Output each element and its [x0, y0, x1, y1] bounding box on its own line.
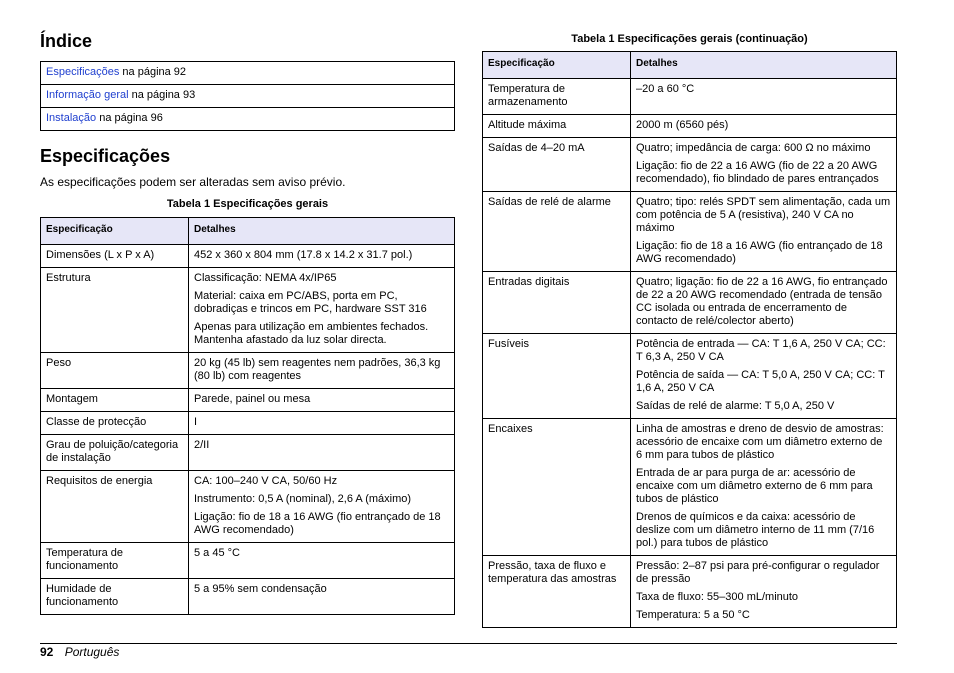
spec-name-cell: Fusíveis — [483, 334, 631, 419]
detail-line: Saídas de relé de alarme: T 5,0 A, 250 V — [636, 400, 835, 412]
index-link[interactable]: Especificações — [46, 66, 120, 78]
detail-line: Ligação: fio de 22 a 16 AWG (fio de 22 a 20 AWG recomendado), fio blindado de pares entrançados — [636, 160, 879, 185]
index-page-ref: na página 96 — [96, 112, 163, 124]
spec-details-cell — [631, 138, 897, 192]
header-details: Detalhes — [631, 52, 897, 79]
spec-details-cell — [631, 115, 897, 138]
header-spec: Especificação — [41, 218, 189, 245]
index-page-ref: na página 93 — [128, 89, 196, 101]
index-table — [40, 61, 455, 131]
index-title: Índice — [40, 31, 93, 51]
table-row — [483, 334, 897, 419]
detail-line: Entrada de ar para purga de ar: acessório de encaixe com um diâmetro externo de 6 mm para tubos de plástico — [636, 467, 873, 505]
spec-details-cell — [189, 543, 455, 579]
spec-details-cell — [631, 419, 897, 556]
spec-details-cell — [631, 334, 897, 419]
detail-line: Material: caixa em PC/ABS, porta em PC, dobradiças e trincos em PC, hardware SST 316 — [194, 290, 427, 315]
spec-name-cell: Saídas de relé de alarme — [483, 192, 631, 272]
detail-line: Potência de entrada — CA: T 1,6 A, 250 V CA; CC: T 6,3 A, 250 V CA — [636, 338, 886, 363]
spec-name-cell: Estrutura — [41, 268, 189, 353]
index-link[interactable]: Informação geral — [46, 89, 129, 101]
table-row — [41, 268, 455, 353]
index-cell — [41, 85, 455, 108]
footer-rule — [40, 643, 897, 644]
page-footer — [40, 645, 119, 659]
spec-name-cell: Grau de poluição/categoria de instalação — [41, 435, 189, 471]
index-entry — [41, 85, 455, 108]
detail-line: Ligação: fio de 18 a 16 AWG (fio entrançado de 18 AWG recomendado) — [194, 511, 441, 536]
table-row — [41, 412, 455, 435]
spec-table — [40, 217, 455, 615]
index-entry — [41, 108, 455, 131]
detail-line: Temperatura: 5 a 50 °C — [636, 609, 750, 621]
table-row — [41, 435, 455, 471]
detail-line: –20 a 60 °C — [636, 83, 695, 95]
table-row — [41, 353, 455, 389]
table-caption-continued: Tabela 1 Especificações gerais (continuação) — [571, 33, 808, 45]
detail-line: 2/II — [194, 439, 210, 451]
header-spec: Especificação — [483, 52, 631, 79]
detail-line: Ligação: fio de 18 a 16 AWG (fio entrançado de 18 AWG recomendado) — [636, 240, 883, 265]
detail-line: Quatro; ligação: fio de 22 a 16 AWG, fio entrançado de 22 a 20 AWG recomendado (entrada de tensão CC isolada ou entrada de encerramento de contacto de relé/colector aberto) — [636, 276, 888, 327]
spec-name-cell: Humidade de funcionamento — [41, 579, 189, 615]
spec-name-cell: Temperatura de armazenamento — [483, 79, 631, 115]
detail-line: Drenos de químicos e da caixa: acessório de deslize com um diâmetro interno de 11 mm (7/16 pol.) para tubos de plástico — [636, 511, 875, 549]
index-link[interactable]: Instalação — [46, 112, 97, 124]
spec-name-cell: Requisitos de energia — [41, 471, 189, 543]
section-title: Especificações — [40, 146, 171, 166]
spec-details-cell — [189, 412, 455, 435]
detail-line: Apenas para utilização em ambientes fechados. Mantenha afastado da luz solar directa. — [194, 321, 429, 346]
spec-name-cell: Montagem — [41, 389, 189, 412]
spec-name-cell: Peso — [41, 353, 189, 389]
table-row — [483, 556, 897, 628]
spec-name-cell: Dimensões (L x P x A) — [41, 245, 189, 268]
table-row — [41, 245, 455, 268]
table-row — [483, 272, 897, 334]
table-row — [483, 138, 897, 192]
detail-line: Parede, painel ou mesa — [194, 393, 311, 405]
footer-language: Português — [64, 645, 120, 659]
detail-line: Quatro; tipo: relés SPDT sem alimentação, cada um com potência de 5 A (resistiva), 240 V CA no máximo — [636, 196, 891, 234]
spec-details-cell — [189, 389, 455, 412]
spec-details-cell — [631, 556, 897, 628]
detail-line: Taxa de fluxo: 55–300 mL/minuto — [636, 591, 799, 603]
index-cell — [41, 62, 455, 85]
detail-line: 5 a 95% sem condensação — [194, 583, 327, 595]
index-page-ref: na página 92 — [119, 66, 187, 78]
table-row — [41, 471, 455, 543]
spec-details-cell — [189, 435, 455, 471]
detail-line: 452 x 360 x 804 mm (17.8 x 14.2 x 31.7 pol.) — [194, 249, 413, 261]
spec-details-cell — [189, 579, 455, 615]
detail-line: Instrumento: 0,5 A (nominal), 2,6 A (máximo) — [194, 493, 412, 505]
spec-name-cell: Temperatura de funcionamento — [41, 543, 189, 579]
detail-line: Quatro; impedância de carga: 600 Ω no máximo — [636, 142, 871, 154]
table-row — [483, 79, 897, 115]
table-row — [483, 115, 897, 138]
spec-details-cell — [189, 245, 455, 268]
spec-name-cell: Saídas de 4–20 mA — [483, 138, 631, 192]
detail-line: CA: 100–240 V CA, 50/60 Hz — [194, 475, 338, 487]
spec-details-cell — [189, 471, 455, 543]
spec-table-continued — [482, 51, 897, 628]
page-number: 92 — [40, 645, 54, 659]
detail-line: Pressão: 2–87 psi para pré-configurar o regulador de pressão — [636, 560, 880, 585]
detail-line: Linha de amostras e dreno de desvio de amostras: acessório de encaixe com um diâmetro externo de 6 mm para tubos de plástico — [636, 423, 884, 461]
detail-line: 20 kg (45 lb) sem reagentes nem padrões, 36,3 kg (80 lb) com reagentes — [194, 357, 441, 382]
spec-details-cell — [189, 268, 455, 353]
index-cell — [41, 108, 455, 131]
spec-details-cell — [189, 353, 455, 389]
table-row — [41, 579, 455, 615]
table-row — [483, 192, 897, 272]
spec-details-cell — [631, 79, 897, 115]
detail-line: Classificação: NEMA 4x/IP65 — [194, 272, 337, 284]
table-row — [41, 543, 455, 579]
spec-name-cell: Altitude máxima — [483, 115, 631, 138]
spec-details-cell — [631, 192, 897, 272]
spec-details-cell — [631, 272, 897, 334]
index-entry — [41, 62, 455, 85]
detail-line: Potência de saída — CA: T 5,0 A, 250 V CA; CC: T 1,6 A, 250 V CA — [636, 369, 885, 394]
spec-name-cell: Classe de protecção — [41, 412, 189, 435]
table-row — [41, 389, 455, 412]
spec-name-cell: Entradas digitais — [483, 272, 631, 334]
intro-paragraph: As especificações podem ser alteradas sem aviso prévio. — [40, 175, 346, 189]
detail-line: 2000 m (6560 pés) — [636, 119, 729, 131]
spec-name-cell: Pressão, taxa de fluxo e temperatura das amostras — [483, 556, 631, 628]
detail-line: I — [194, 416, 198, 428]
header-details: Detalhes — [189, 218, 455, 245]
table-caption: Tabela 1 Especificações gerais — [166, 198, 329, 210]
spec-name-cell: Encaixes — [483, 419, 631, 556]
table-row — [483, 419, 897, 556]
detail-line: 5 a 45 °C — [194, 547, 240, 559]
